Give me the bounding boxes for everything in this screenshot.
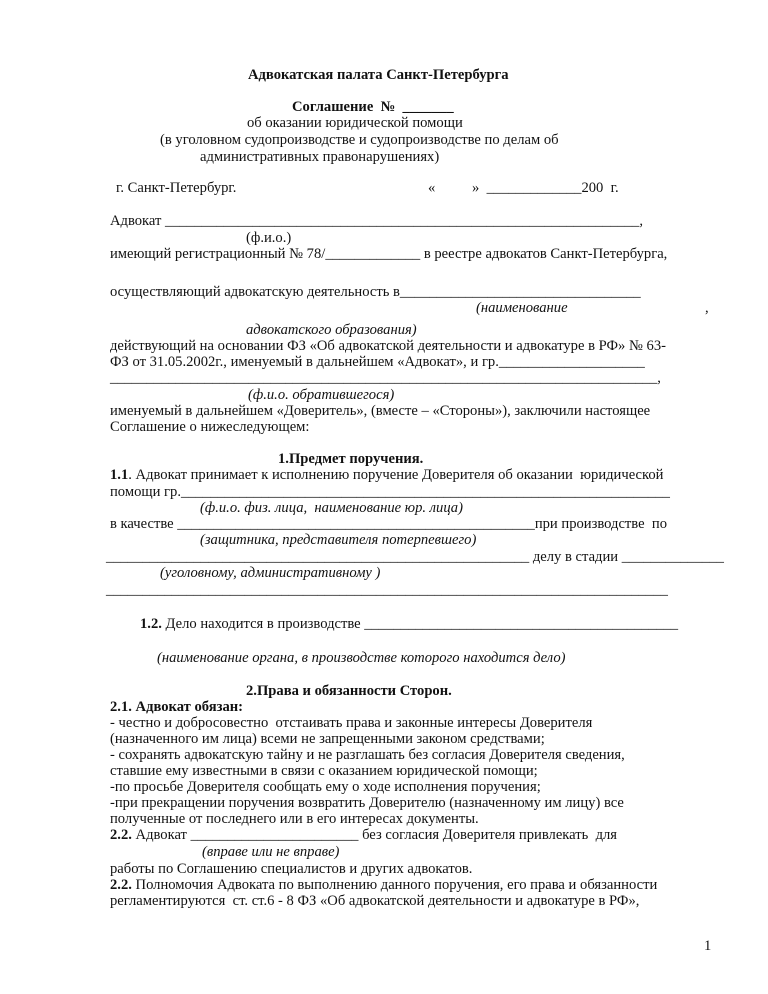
clause-1-1 xyxy=(110,467,663,484)
capacity-line: в качестве _________________________________________________при производстве по xyxy=(110,516,667,532)
activity-line: осуществляющий адвокатскую деятельность в_________________________________ xyxy=(110,284,641,300)
naming-hint: (наименование xyxy=(476,300,568,316)
clause-1-2-number: 1.2. xyxy=(140,616,162,632)
clause-2-2 xyxy=(110,827,617,844)
date-quote-open: « xyxy=(428,180,436,196)
page-number: 1 xyxy=(704,938,712,954)
agreement-subtitle: об оказании юридической помощи xyxy=(247,115,463,131)
stage-hint: (уголовному, административному ) xyxy=(160,565,381,581)
basis-line-1: действующий на основании ФЗ «Об адвокатской деятельности и адвокатуре в РФ» № 63- xyxy=(110,338,667,354)
clause-1-2 xyxy=(140,616,678,633)
clause-1-1-text: . Адвокат принимает к исполнению поручение Доверителя об оказании юридической xyxy=(128,467,664,483)
clause-2-2b-text: Полномочия Адвоката по выполнению данного поручения, его права и обязанности xyxy=(131,877,658,893)
duty-1-line-1: - честно и добросовестно отстаивать права и законные интересы Доверителя xyxy=(110,715,593,731)
client-hint: (ф.и.о. обратившегося) xyxy=(248,387,395,403)
clause-2-2b xyxy=(110,877,657,894)
capacity-hint: (защитника, представителя потерпевшего) xyxy=(200,532,477,548)
formation-hint: адвокатского образования) xyxy=(246,322,417,338)
right-hint: (вправе или не вправе) xyxy=(202,844,340,860)
duty-1-line-2: (назначенного им лица) всеми не запрещенными законом средствами; xyxy=(110,731,545,747)
client-line: ___________________________________________________________________________, xyxy=(110,370,661,386)
clause-2-2-text: Адвокат _______________________ без согласия Доверителя привлекать для xyxy=(131,827,618,843)
section-2-heading: 2.Права и обязанности Сторон. xyxy=(246,683,452,699)
advocate-line: Адвокат _________________________________________________________________, xyxy=(110,213,643,229)
city: г. Санкт-Петербург. xyxy=(116,180,237,196)
clause-2-2-number: 2.2. xyxy=(110,827,132,843)
clause-2-2-line-2: работы по Соглашению специалистов и других адвокатов. xyxy=(110,861,473,877)
scope-line-2: административных правонарушениях) xyxy=(200,149,440,165)
clause-2-2b-line-2: регламентируются ст. ст.6 - 8 ФЗ «Об адвокатской деятельности и адвокатуре в РФ», xyxy=(110,893,640,909)
section-1-heading: 1.Предмет поручения. xyxy=(278,451,424,467)
clause-1-2-text: Дело находится в производстве ___________________________________________ xyxy=(161,616,679,632)
naming-comma: , xyxy=(705,300,709,316)
duty-2-line-1: - сохранять адвокатскую тайну и не разглашать без согласия Доверителя сведения, xyxy=(110,747,625,763)
duty-4-line-1: -при прекращении поручения возвратить Доверителю (назначенному им лицу) все xyxy=(110,795,624,811)
basis-line-2: ФЗ от 31.05.2002г., именуемый в дальнейшем «Адвокат», и гр.____________________ xyxy=(110,354,645,370)
clause-1-1-line-2: помощи гр.___________________________________________________________________ xyxy=(110,484,670,500)
clause-1-1-number: 1.1 xyxy=(110,467,129,483)
named-line-2: Соглашение о нижеследующем: xyxy=(110,419,310,435)
fio-hint: (ф.и.о.) xyxy=(246,230,292,246)
date-line: » _____________200 г. xyxy=(472,180,619,196)
clause-2-2b-number: 2.2. xyxy=(110,877,132,893)
named-line-1: именуемый в дальнейшем «Доверитель», (вместе – «Стороны»), заключили настоящее xyxy=(110,403,651,419)
chamber-title: Адвокатская палата Санкт-Петербурга xyxy=(248,67,509,83)
duty-2-line-2: ставшие ему известными в связи с оказанием юридической помощи; xyxy=(110,763,538,779)
duty-4-line-2: полученные от последнего или в его интересах документы. xyxy=(110,811,479,827)
duty-3: -по просьбе Доверителя сообщать ему о ходе исполнения поручения; xyxy=(110,779,541,795)
clause-2-1: 2.1. Адвокат обязан: xyxy=(110,699,244,715)
person-hint: (ф.и.о. физ. лица, наименование юр. лица) xyxy=(200,500,463,516)
registration-line: имеющий регистрационный № 78/_____________ в реестре адвокатов Санкт-Петербурга, xyxy=(110,246,668,262)
stage-line: __________________________________________________________ делу в стадии ______________ xyxy=(106,549,724,565)
agreement-title: Соглашение № _______ xyxy=(292,99,454,115)
blank-line: _____________________________________________________________________________ xyxy=(106,582,668,598)
scope-line-1: (в уголовном судопроизводстве и судопроизводстве по делам об xyxy=(160,132,559,148)
organ-hint: (наименование органа, в производстве которого находится дело) xyxy=(157,650,566,666)
